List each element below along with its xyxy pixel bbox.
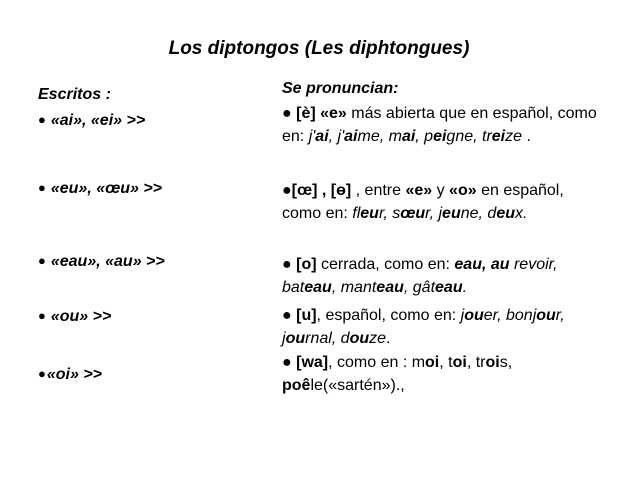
pronunciation-text: eu [360, 205, 379, 222]
pronunciation-text: ● [282, 256, 297, 273]
pronunciation-text: er, [483, 307, 502, 324]
pronunciation-item [282, 304, 602, 350]
pronunciation-header: Se pronuncian: [282, 80, 399, 97]
bullet-icon: ● [38, 308, 46, 323]
pronunciation-text: . [462, 279, 468, 296]
pronunciation-text: ne, d [460, 205, 497, 222]
pronunciation-text: ai [344, 128, 358, 145]
pronunciation-text: [wa] [296, 354, 329, 371]
written-item: ● «ou» >> [38, 308, 112, 325]
pronunciation-text: ● [282, 105, 297, 122]
pronunciation-item [282, 102, 602, 148]
bullet-icon: ● [38, 112, 46, 127]
pronunciation-column [282, 78, 602, 394]
pronunciation-text: [o] [296, 256, 317, 273]
pronunciation-text: , español, como en: [316, 307, 461, 324]
bullet-icon: ● [38, 253, 46, 268]
pronunciation-text: ai [401, 128, 416, 145]
pronunciation-text: eu [496, 205, 515, 222]
pronunciation-text: ● [282, 307, 297, 324]
pronunciation-text: , t [439, 354, 453, 371]
pronunciation-text: ei [491, 128, 506, 145]
pronunciation-text: ei [433, 128, 447, 145]
pronunciation-text: , tr [466, 354, 486, 371]
pronunciation-text: j' [308, 128, 316, 145]
pronunciation-text: . [522, 128, 531, 145]
pronunciation-text: j [434, 205, 443, 222]
pronunciation-text: r, s [378, 205, 401, 222]
pronunciation-text: r, j [282, 307, 565, 347]
pronunciation-text: x. [514, 205, 528, 222]
written-item: ● «ai», «ei» >> [38, 112, 146, 129]
pronunciation-text: poê [282, 377, 311, 394]
pronunciation-text: le(«sartén»)., [310, 377, 405, 394]
pronunciation-text: ai [315, 128, 329, 145]
pronunciation-text: [è] «e» [296, 105, 347, 122]
pronunciation-text: [œ] , [ɵ] [291, 182, 352, 199]
pronunciation-text: oi [452, 354, 467, 371]
page-title: Los diptongos (Les diphtongues) [168, 38, 470, 59]
pronunciation-text: . [386, 330, 391, 347]
pronunciation-text: en español, como en: [282, 182, 564, 222]
pronunciation-text: oi [485, 354, 500, 371]
pronunciation-text: , gât [403, 279, 436, 296]
bullet-icon: ● [38, 180, 46, 195]
pronunciation-text: ou [464, 307, 484, 324]
pronunciation-text: s, [499, 354, 513, 371]
pronunciation-text: y [432, 182, 450, 199]
pronunciation-text: eau [304, 279, 332, 296]
pronunciation-text: me, m [357, 128, 402, 145]
pronunciation-text: «o» [449, 182, 477, 199]
bullet-icon: ● [38, 366, 46, 381]
written-item: ● «eu», «œu» >> [38, 180, 163, 197]
pronunciation-item [282, 253, 602, 299]
pronunciation-text: ze [505, 128, 523, 145]
pronunciation-text: ze [369, 330, 387, 347]
pronunciation-text: ● [282, 354, 297, 371]
pronunciation-text: eau [376, 279, 404, 296]
written-item: ● «eau», «au» >> [38, 253, 165, 270]
pronunciation-text: r, [425, 205, 435, 222]
pronunciation-text: , entre [351, 182, 406, 199]
pronunciation-text: bonj [501, 307, 537, 324]
pronunciation-text: , j' [328, 128, 345, 145]
pronunciation-text: eu [442, 205, 461, 222]
pronunciation-text: más abierta que en español, como en: [282, 105, 597, 145]
pronunciation-text: ou [536, 307, 556, 324]
pronunciation-text: œu [400, 205, 426, 222]
pronunciation-text: eau, au [454, 256, 510, 273]
pronunciation-text: , como en : m [328, 354, 426, 371]
pronunciation-text: fl [352, 205, 361, 222]
pronunciation-text: eau [435, 279, 463, 296]
pronunciation-text: rnal, d [305, 330, 350, 347]
pronunciation-text: «e» [405, 182, 433, 199]
written-header: Escritos : [38, 86, 111, 103]
pronunciation-text: oi [425, 354, 440, 371]
pronunciation-text: j [460, 307, 465, 324]
pronunciation-text: , mant [331, 279, 377, 296]
pronunciation-text: [u] [296, 307, 317, 324]
pronunciation-item [282, 179, 602, 225]
written-forms-column [38, 84, 268, 383]
written-item: ●«oi» >> [38, 366, 103, 383]
pronunciation-text: ou [349, 330, 370, 347]
pronunciation-item [282, 351, 602, 397]
pronunciation-text: ● [282, 182, 292, 199]
pronunciation-text: revoir, bat [282, 256, 558, 296]
pronunciation-text: cerrada, como en: [316, 256, 455, 273]
pronunciation-text: gne, tr [446, 128, 492, 145]
pronunciation-text: , p [415, 128, 434, 145]
pronunciation-text: ou [285, 330, 306, 347]
